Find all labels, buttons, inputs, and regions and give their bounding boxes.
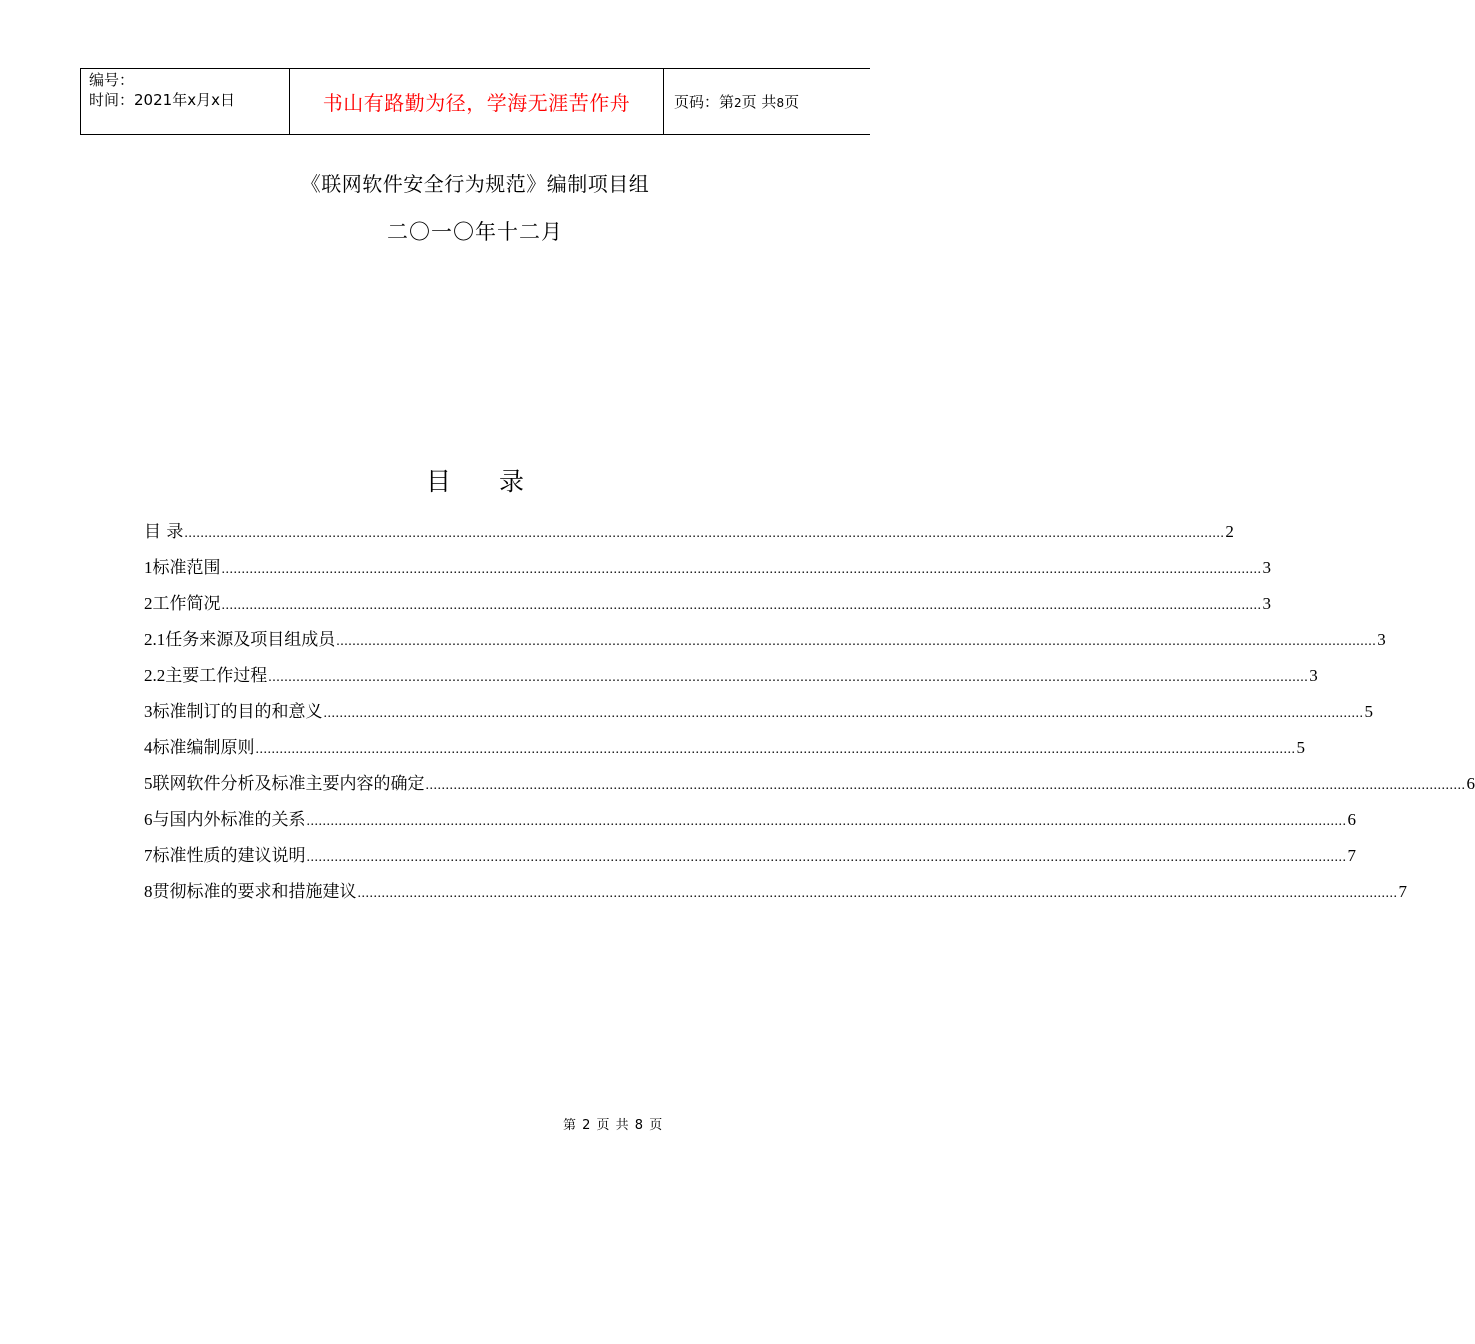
toc-entry-title: 标准制订的目的和意义: [152, 702, 323, 722]
toc-entry-page: 3: [1262, 558, 1271, 577]
toc-leader-dots: ....................................................................................................................................................................................................................................................................: [255, 742, 1296, 757]
toc-entry-title: 标准性质的建议说明: [152, 846, 306, 866]
toc-entry-title: 联网软件分析及标准主要内容的确定: [152, 774, 425, 794]
toc-entry[interactable]: [144, 514, 1234, 550]
toc-entry-number: 3: [144, 702, 153, 721]
toc-leader-dots: ....................................................................................................................................................................................................................................................................: [323, 706, 1364, 721]
toc-entry-page: 6: [1466, 774, 1475, 793]
document-date: 二〇一〇年十二月: [387, 220, 563, 244]
toc-entry[interactable]: [144, 802, 1356, 838]
page-mid: 页 共: [741, 93, 777, 111]
toc-leader-dots: ....................................................................................................................................................................................................................................................................: [221, 598, 1262, 613]
time-line: [89, 90, 289, 110]
motto: 书山有路勤为径，学海无涯苦作舟: [290, 69, 664, 135]
toc-entry-number: 2: [144, 594, 153, 613]
toc-entry-number: 7: [144, 846, 153, 865]
toc-leader-dots: ....................................................................................................................................................................................................................................................................: [425, 778, 1466, 793]
header-meta-cell: [81, 69, 290, 135]
toc-entry-page: 7: [1398, 882, 1407, 901]
toc-entry[interactable]: [144, 550, 1271, 586]
toc-leader-dots: ....................................................................................................................................................................................................................................................................: [336, 634, 1377, 649]
toc-entry-title: 标准编制原则: [152, 738, 255, 758]
page-indicator: [664, 69, 871, 135]
toc-entry-title: 目 录: [144, 522, 184, 542]
toc-entry-title: 任务来源及项目组成员: [165, 630, 336, 650]
toc-entry-page: 5: [1296, 738, 1305, 757]
toc-entry-title: 贯彻标准的要求和措施建议: [152, 882, 357, 902]
toc-entry[interactable]: [144, 766, 1475, 802]
toc-title: 目 录: [426, 467, 544, 496]
table-of-contents: [144, 514, 1475, 910]
toc-entry-number: 4: [144, 738, 153, 757]
toc-entry-number: 8: [144, 882, 153, 901]
toc-entry-number: 2.1: [144, 630, 166, 649]
toc-leader-dots: ....................................................................................................................................................................................................................................................................: [184, 526, 1225, 541]
page-total: 8: [776, 96, 785, 110]
toc-entry-title: 标准范围: [152, 558, 221, 578]
toc-entry-number: 5: [144, 774, 153, 793]
toc-entry-page: 6: [1347, 810, 1356, 829]
toc-entry-number: 1: [144, 558, 153, 577]
toc-entry-page: 3: [1309, 666, 1318, 685]
toc-entry[interactable]: [144, 874, 1407, 910]
toc-entry-title: 工作简况: [152, 594, 221, 614]
project-group-title: 《联网软件安全行为规范》编制项目组: [300, 172, 650, 196]
toc-entry-number: 2.2: [144, 666, 166, 685]
toc-entry[interactable]: [144, 586, 1271, 622]
page-suffix: 页: [784, 93, 800, 111]
time-label: 时间：: [89, 91, 135, 109]
toc-leader-dots: ....................................................................................................................................................................................................................................................................: [268, 670, 1309, 685]
toc-entry-title: 与国内外标准的关系: [152, 810, 306, 830]
toc-entry-page: 2: [1225, 522, 1234, 541]
page-current: 2: [734, 96, 742, 110]
page-label: 页码：第: [674, 93, 735, 111]
toc-entry[interactable]: [144, 838, 1356, 874]
toc-entry-page: 5: [1364, 702, 1373, 721]
toc-leader-dots: ....................................................................................................................................................................................................................................................................: [306, 850, 1347, 865]
toc-entry[interactable]: [144, 694, 1373, 730]
toc-entry[interactable]: [144, 730, 1305, 766]
toc-entry[interactable]: [144, 622, 1386, 658]
toc-entry-number: 6: [144, 810, 153, 829]
time-value: 2021年x月x日: [134, 91, 235, 109]
toc-entry[interactable]: [144, 658, 1318, 694]
toc-entry-page: 7: [1347, 846, 1356, 865]
toc-leader-dots: ....................................................................................................................................................................................................................................................................: [221, 562, 1262, 577]
toc-entry-page: 3: [1377, 630, 1386, 649]
toc-entry-title: 主要工作过程: [165, 666, 268, 686]
header-table: [80, 68, 870, 135]
toc-leader-dots: ....................................................................................................................................................................................................................................................................: [306, 814, 1347, 829]
code-label: 编号：: [89, 71, 135, 89]
toc-entry-page: 3: [1262, 594, 1271, 613]
toc-leader-dots: ....................................................................................................................................................................................................................................................................: [357, 886, 1398, 901]
page-footer: 第 2 页 共 8 页: [563, 1118, 664, 1133]
